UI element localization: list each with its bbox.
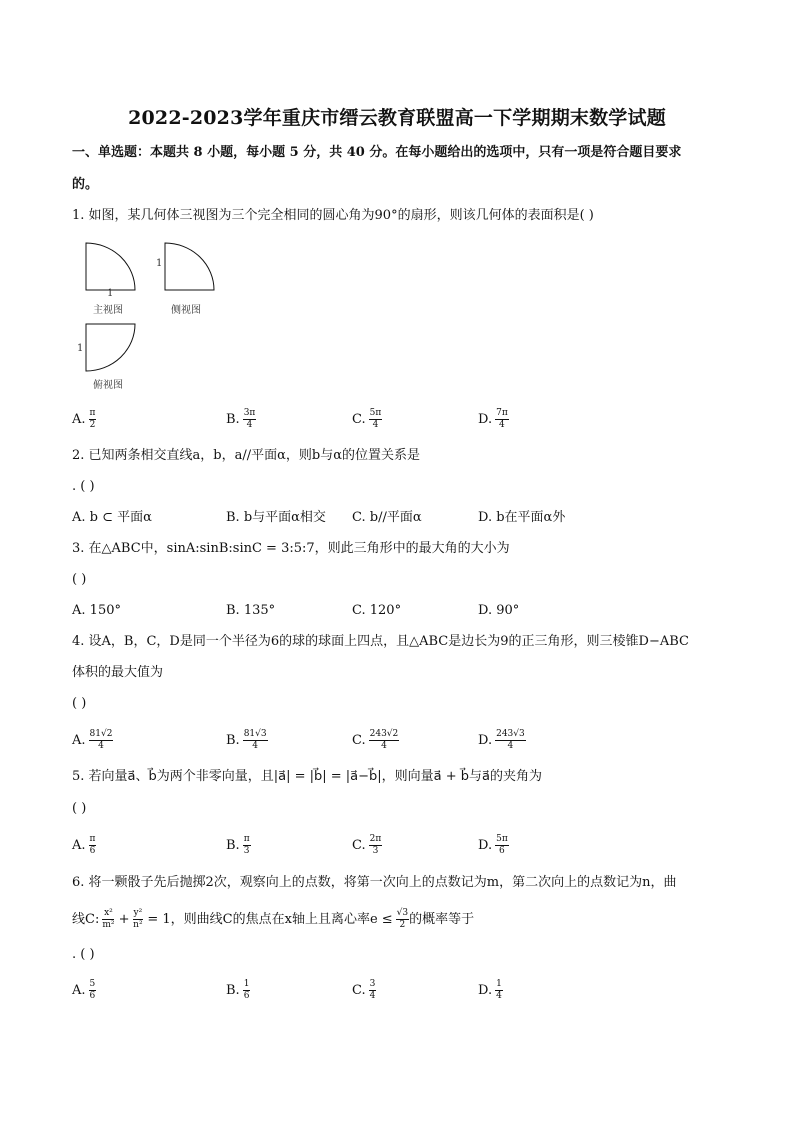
front-view-label: 主视图: [93, 305, 123, 316]
section-heading-line1: 一、单选题：本题共 8 小题，每小题 5 分，共 40 分。在每小题给出的选项中，只有一项是符合题目要求: [72, 145, 682, 160]
q1-option-a[interactable]: A. $\frac{\pi}{2}$: [72, 408, 96, 430]
front-view-dim: 1: [107, 288, 114, 299]
q6-stem-continued: 线C: $\frac{\text{x²}}{\text{m²}}$ + $\frac{\text{y²}}{\text{n²}}$ = 1，则曲线C的焦点在x轴上且离心率e ≤ $\frac{√3}{2}$ 的概率等于: [72, 908, 475, 930]
q1-three-view-figure: [74, 236, 224, 396]
q6-option-c[interactable]: C. $\frac{3}{4}$: [352, 979, 376, 1001]
q2-option-b[interactable]: B. b与平面α相交: [226, 510, 326, 525]
q3-paren: ( ): [72, 572, 87, 587]
q6-option-a[interactable]: A. $\frac{5}{6}$: [72, 979, 96, 1001]
q1-option-b[interactable]: B. $\frac{3\pi}{4}$: [226, 408, 256, 430]
q4-option-d[interactable]: D. $\frac{243√3}{4}$: [478, 729, 525, 751]
q5-stem: 5. 若向量a⃗、b⃗为两个非零向量，且|a⃗| = |b⃗| = |a⃗−b⃗|，则向量a⃗ + b⃗与a⃗的夹角为: [72, 769, 543, 784]
q3-stem: 3. 在△ABC中，sinA:sinB:sinC = 3:5:7，则此三角形中的最大角的大小为: [72, 541, 510, 556]
q1-stem: 1. 如图，某几何体三视图为三个完全相同的圆心角为90°的扇形，则该几何体的表面积是( ): [72, 208, 594, 223]
q5-option-a[interactable]: A. $\frac{\pi}{6}$: [72, 834, 96, 856]
top-view-sector: [86, 324, 135, 371]
q2-option-c[interactable]: C. b//平面α: [352, 510, 422, 525]
section-heading-line2: 的。: [72, 177, 99, 192]
q2-option-d[interactable]: D. b在平面α外: [478, 510, 566, 525]
q1-option-d[interactable]: D. $\frac{7\pi}{4}$: [478, 408, 508, 430]
q4-option-b[interactable]: B. $\frac{81√3}{4}$: [226, 729, 267, 751]
q3-option-c[interactable]: C. 120°: [352, 603, 402, 618]
q3-option-d[interactable]: D. 90°: [478, 603, 520, 618]
q4-paren: ( ): [72, 696, 87, 711]
q3-option-a[interactable]: A. 150°: [72, 603, 121, 618]
q5-option-d[interactable]: D. $\frac{5\pi}{6}$: [478, 834, 508, 856]
top-view-label: 俯视图: [93, 380, 123, 391]
q2-paren: . ( ): [72, 479, 95, 494]
q2-option-a[interactable]: A. b ⊂ 平面α: [72, 510, 152, 525]
front-view-sector: [86, 243, 135, 290]
q4-option-a[interactable]: A. $\frac{81√2}{4}$: [72, 729, 113, 751]
q5-paren: ( ): [72, 801, 87, 816]
q5-option-c[interactable]: C. $\frac{2\pi}{3}$: [352, 834, 382, 856]
q4-stem: 4. 设A，B，C，D是同一个半径为6的球的球面上四点，且△ABC是边长为9的正三角形，则三棱锥D−ABC: [72, 634, 689, 649]
side-view-sector: [165, 243, 214, 290]
side-view-label: 侧视图: [171, 305, 201, 316]
q4-stem-continued: 体积的最大值为: [72, 665, 164, 680]
q3-option-b[interactable]: B. 135°: [226, 603, 276, 618]
q6-stem: 6. 将一颗骰子先后抛掷2次，观察向上的点数，将第一次向上的点数记为m，第二次向上的点数记为n，曲: [72, 875, 677, 890]
q5-option-b[interactable]: B. $\frac{\pi}{3}$: [226, 834, 250, 856]
q6-option-d[interactable]: D. $\frac{1}{4}$: [478, 979, 502, 1001]
q1-option-c[interactable]: C. $\frac{5\pi}{4}$: [352, 408, 382, 430]
q2-stem: 2. 已知两条相交直线a，b，a//平面α，则b与α的位置关系是: [72, 448, 420, 463]
page-title: 2022-2023学年重庆市缙云教育联盟高一下学期期末数学试题: [128, 107, 666, 129]
q6-paren: . ( ): [72, 947, 95, 962]
q4-option-c[interactable]: C. $\frac{243√2}{4}$: [352, 729, 399, 751]
q6-option-b[interactable]: B. $\frac{1}{6}$: [226, 979, 250, 1001]
top-view-dim: 1: [77, 343, 84, 354]
side-view-dim: 1: [156, 258, 163, 269]
